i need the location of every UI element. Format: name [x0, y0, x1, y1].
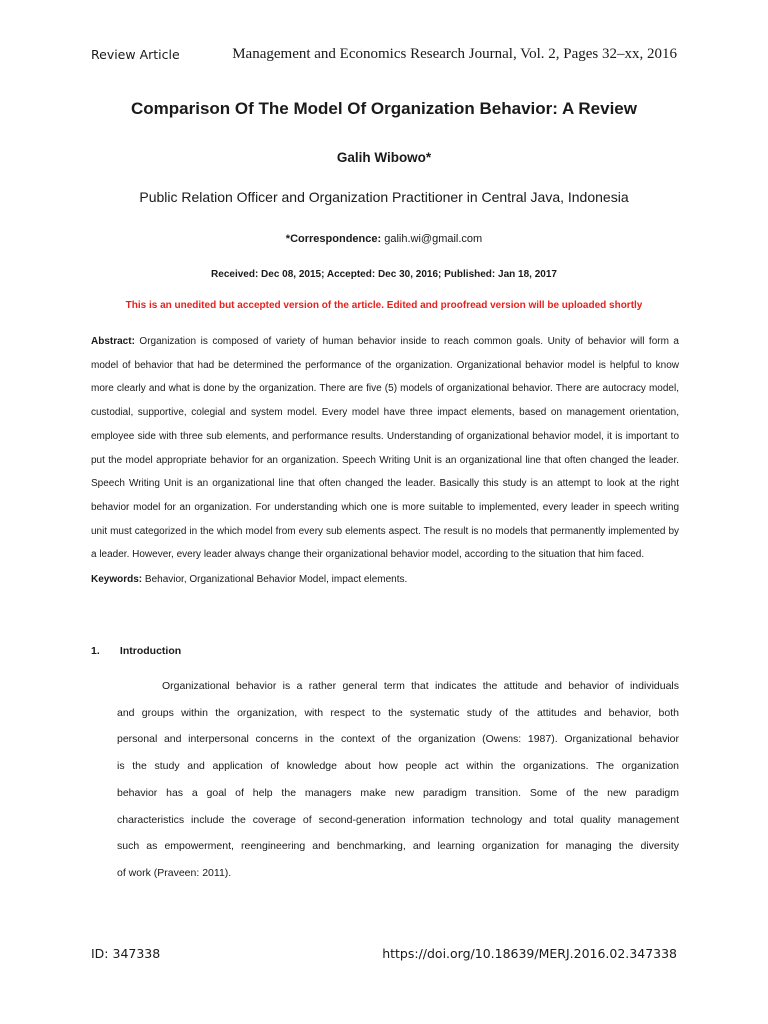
abstract-label: Abstract:	[91, 336, 135, 347]
abstract-line: unit must categorized in the which model from every sub elements aspect. The result is no models that permanently implemented by	[91, 525, 679, 537]
unedited-notice: This is an unedited but accepted version of the article. Edited and proofread version will be uploaded shortly	[125, 300, 643, 311]
paragraph-line: such as empowerment, reengineering and benchmarking, and learning organization for managing the diversity	[117, 840, 679, 853]
abstract-line: behavior model for an organization. For understanding which one is more suitable to implemented, every leader in speech writing	[91, 501, 679, 513]
author-affiliation: Public Relation Officer and Organization Practitioner in Central Java, Indonesia	[139, 189, 629, 205]
correspondence-email[interactable]: galih.wi@gmail.com	[384, 233, 483, 245]
paragraph-line: of work (Praveen: 2011).	[117, 866, 232, 879]
abstract	[91, 330, 679, 567]
journal-citation: Management and Economics Research Journal, Vol. 2, Pages 32–xx, 2016	[232, 46, 677, 62]
abstract-line: more clearly and what is done by the organization. There are five (5) models of organizational behavior. There are autocracy model,	[91, 383, 679, 395]
keywords	[91, 574, 679, 585]
paragraph-line: characteristics include the coverage of second-generation information technology and total quality management	[117, 813, 679, 826]
correspondence	[0, 233, 768, 245]
section-number: 1.	[91, 645, 100, 657]
doi-link[interactable]: https://doi.org/10.18639/MERJ.2016.02.347338	[382, 946, 677, 961]
keywords-label: Keywords:	[91, 574, 143, 585]
article-type: Review Article	[91, 47, 180, 62]
abstract-line: custodial, supportive, colegial and system model. Every model have three impact elements, based on management orientation,	[91, 407, 679, 419]
abstract-line: model of behavior that had be determined the performance of the organization. Organizational behavior model is helpful to know	[91, 359, 679, 371]
publication-dates: Received: Dec 08, 2015; Accepted: Dec 30, 2016; Published: Jan 18, 2017	[211, 269, 557, 280]
paragraph-line: behavior has a goal of help the managers make new paradigm transition. Some of the new paradigm	[117, 786, 679, 799]
author-name: Galih Wibowo*	[336, 150, 432, 165]
running-header	[91, 46, 677, 66]
paragraph-line: Organizational behavior is a rather general term that indicates the attitude and behavior of individuals	[162, 680, 679, 692]
section-heading	[91, 645, 181, 657]
introduction-paragraph	[117, 673, 679, 887]
page-footer	[91, 946, 677, 966]
article-title: Comparison Of The Model Of Organization Behavior: A Review	[131, 99, 637, 118]
article-id: ID: 347338	[91, 946, 161, 961]
abstract-line: employee side with three sub elements, and performance results. Understanding of organizational behavior model, it is important to	[91, 430, 679, 442]
keywords-text: Behavior, Organizational Behavior Model, impact elements.	[144, 574, 408, 585]
paragraph-line: and groups within the organization, with respect to the systematic study of the attitudes and behavior, both	[117, 706, 679, 719]
correspondence-label: *Correspondence:	[285, 233, 382, 245]
abstract-line: Speech Writing Unit is an organizational line that often changed the leader. Basically this study is an attempt to look at the right	[91, 478, 679, 490]
paragraph-line: is the study and application of knowledge about how people act within the organizations. The organization	[117, 760, 679, 773]
abstract-line: Abstract: Organization is composed of variety of human behavior inside to reach common goals. Unity of behavior will form a	[91, 336, 679, 347]
paragraph-line: personal and interpersonal concerns in the context of the organization (Owens: 1987). Organizational behavior	[117, 733, 679, 746]
section-title: Introduction	[119, 645, 182, 657]
abstract-line: put the model appropriate behavior for an organization. Speech Writing Unit is an organizational line that often changed the leader.	[91, 454, 679, 466]
abstract-line: a leader. However, every leader always change their organizational behavior model, according to the situation that him faced.	[91, 549, 645, 561]
